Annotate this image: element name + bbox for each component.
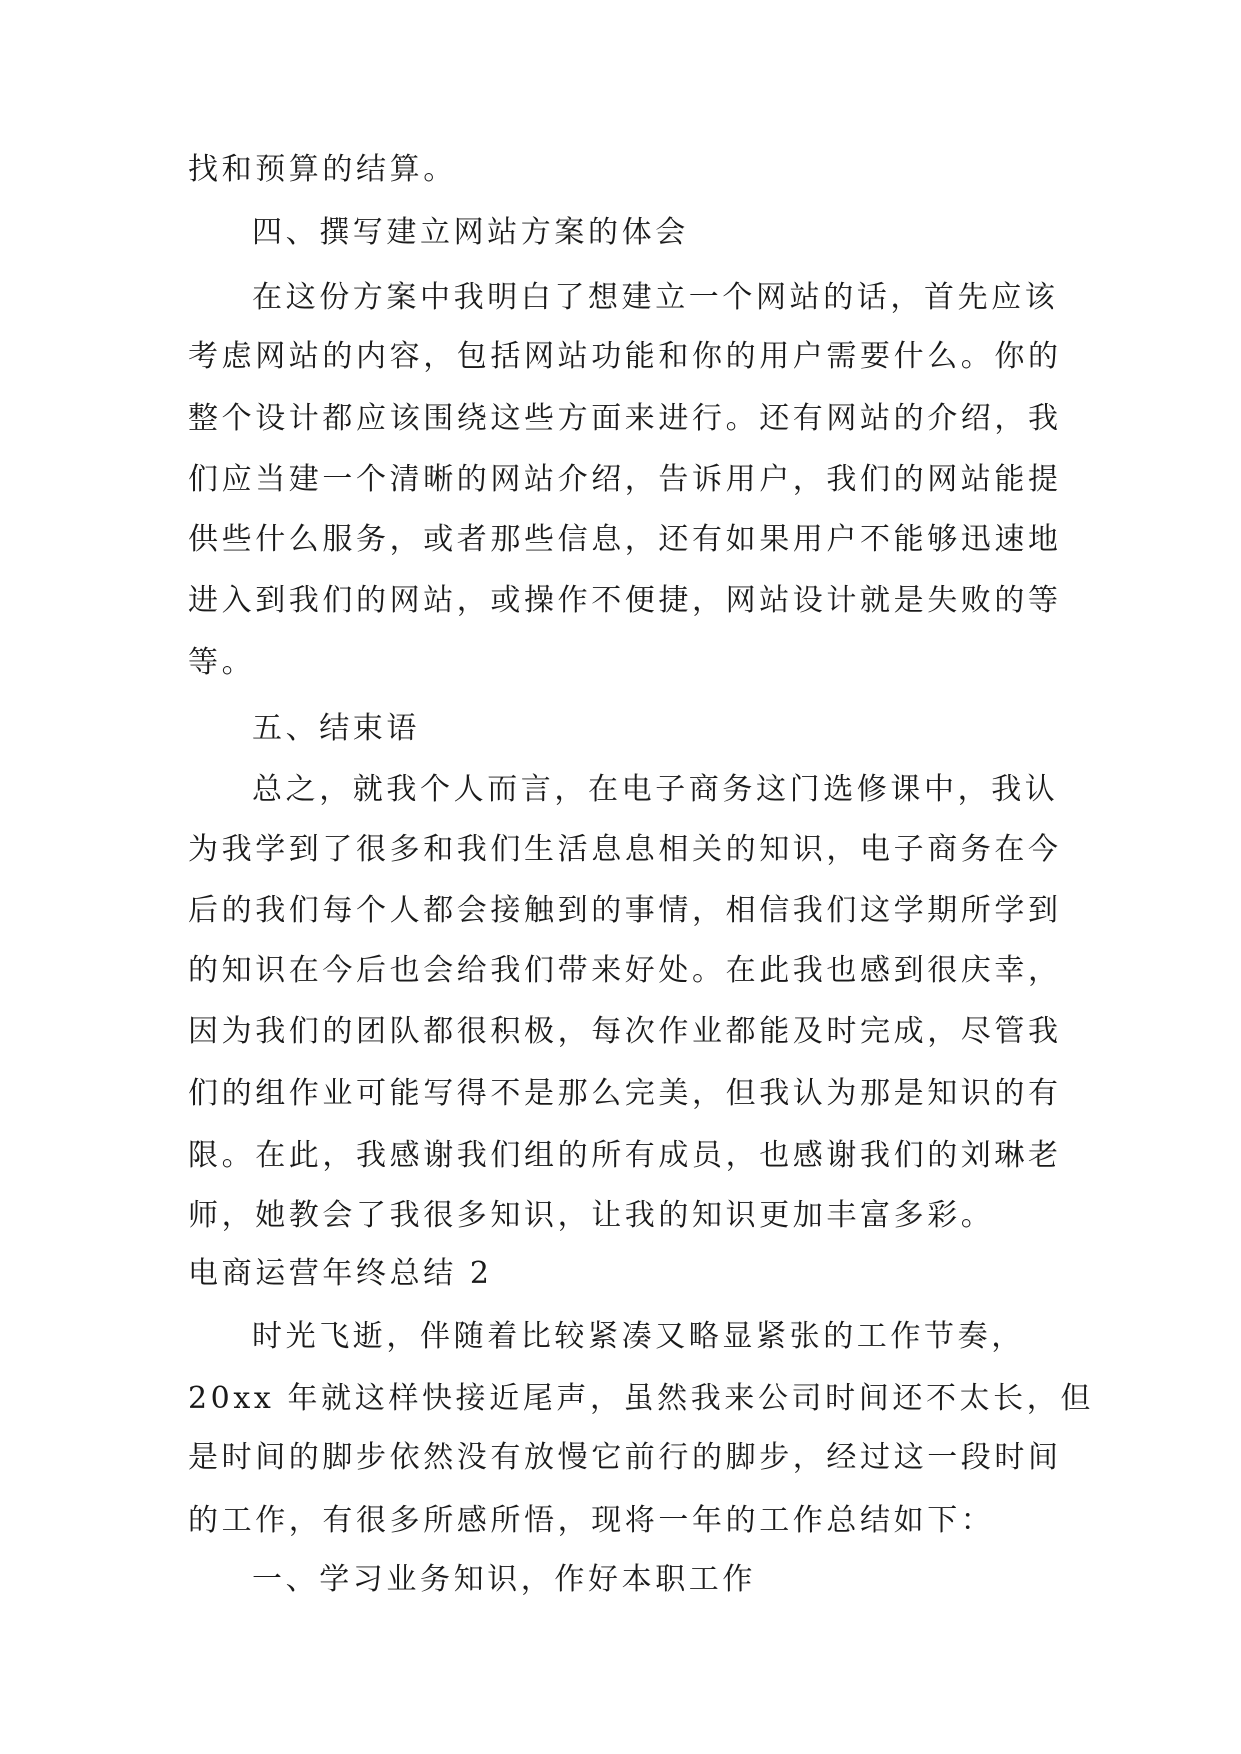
text-line: 们的组作业可能写得不是那么完美，但我认为那是知识的有 bbox=[188, 1076, 1062, 1111]
text-line: 找和预算的结算。 bbox=[188, 152, 457, 187]
paragraph-start: 总之，就我个人而言，在电子商务这门选修课中，我认 bbox=[252, 772, 1059, 807]
text-line: 们应当建一个清晰的网站介绍，告诉用户，我们的网站能提 bbox=[188, 462, 1062, 497]
text-line: 整个设计都应该围绕这些方面来进行。还有网站的介绍，我 bbox=[188, 401, 1062, 436]
text-line: 20xx 年就这样快接近尾声，虽然我来公司时间还不太长，但 bbox=[188, 1381, 1094, 1416]
text-line: 是时间的脚步依然没有放慢它前行的脚步，经过这一段时间 bbox=[188, 1440, 1062, 1475]
text-line: 考虑网站的内容，包括网站功能和你的用户需要什么。你的 bbox=[188, 339, 1062, 374]
section-heading: 五、结束语 bbox=[252, 711, 420, 746]
document-title: 电商运营年终总结 2 bbox=[188, 1256, 493, 1291]
section-heading: 一、学习业务知识，作好本职工作 bbox=[252, 1562, 756, 1597]
text-line: 的工作，有很多所感所悟，现将一年的工作总结如下： bbox=[188, 1503, 995, 1538]
text-line: 为我学到了很多和我们生活息息相关的知识，电子商务在今 bbox=[188, 832, 1062, 867]
paragraph-start: 在这份方案中我明白了想建立一个网站的话，首先应该 bbox=[252, 280, 1059, 315]
text-line: 因为我们的团队都很积极，每次作业都能及时完成，尽管我 bbox=[188, 1014, 1062, 1049]
text-line: 等。 bbox=[188, 645, 256, 680]
text-line: 限。在此，我感谢我们组的所有成员，也感谢我们的刘琳老 bbox=[188, 1138, 1062, 1173]
text-line: 的知识在今后也会给我们带来好处。在此我也感到很庆幸， bbox=[188, 953, 1062, 988]
text-line: 师，她教会了我很多知识，让我的知识更加丰富多彩。 bbox=[188, 1198, 995, 1233]
text-line: 进入到我们的网站，或操作不便捷，网站设计就是失败的等 bbox=[188, 583, 1062, 618]
paragraph-start: 时光飞逝，伴随着比较紧凑又略显紧张的工作节奏， bbox=[252, 1319, 1025, 1354]
section-heading: 四、撰写建立网站方案的体会 bbox=[252, 215, 689, 250]
text-line: 供些什么服务，或者那些信息，还有如果用户不能够迅速地 bbox=[188, 522, 1062, 557]
text-line: 后的我们每个人都会接触到的事情，相信我们这学期所学到 bbox=[188, 893, 1062, 928]
